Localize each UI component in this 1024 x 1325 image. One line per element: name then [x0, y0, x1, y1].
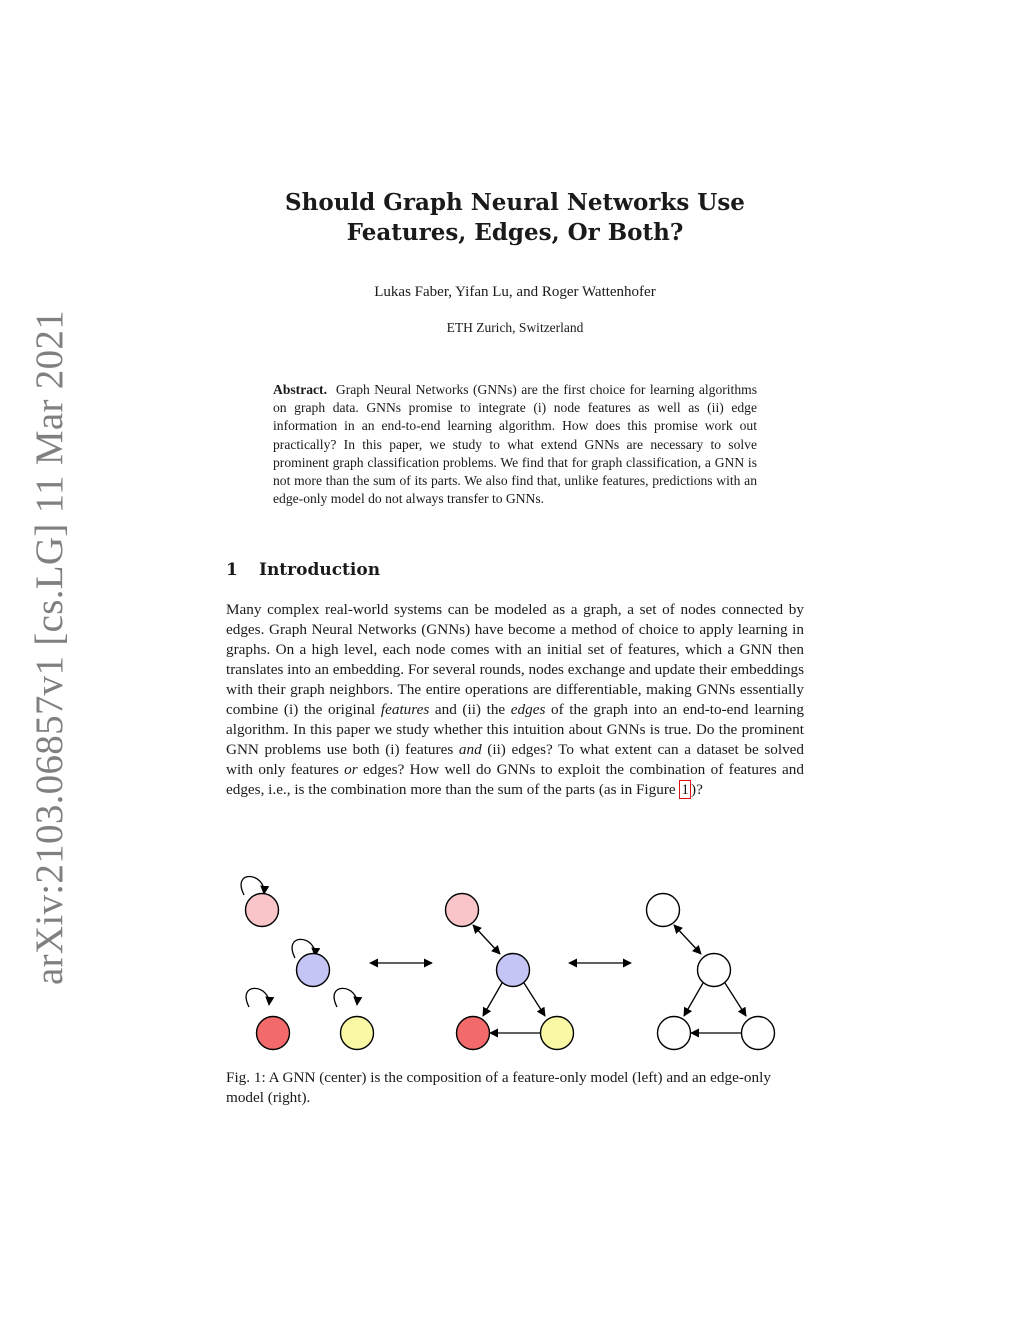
abstract-text: Graph Neural Networks (GNNs) are the first choice for learning algorithms on graph data. GNNs promise to integrate (i) node features as well as (ii) edge information in an end-to-end learning algorithm. How does this promise work out practically? In this paper, we study to what extend GNNs are necessary to solve prominent graph classification problems. We find that for graph classification, a GNN is not more than the sum of its parts. We also find that, unlike features, predictions with an edge-only model do not always transfer to GNNs. [273, 382, 757, 507]
abstract [273, 381, 757, 508]
gnn-model [446, 894, 574, 1050]
abstract-label: Abstract. [273, 382, 327, 397]
title-line-1: Should Graph Neural Networks Use [285, 189, 745, 216]
intro-paragraph [226, 600, 804, 800]
section-number: 1 [226, 560, 238, 580]
figure-1-link[interactable]: 1 [681, 781, 690, 798]
intro-text-3: of the graph into an end-to-end learning algorithm. In this paper we study whether this intuition about GNNs is true. Do the prominent GNN problems use both (i) features [226, 701, 804, 758]
edge-arrow [725, 983, 746, 1016]
edge-arrow [684, 983, 703, 1016]
arxiv-id-text: arXiv:2103.06857v1 [cs.LG] 11 Mar 2021 [27, 309, 71, 985]
paper-title [226, 188, 804, 248]
edge-arrow [473, 925, 500, 954]
intro-text-6: )? [691, 781, 703, 798]
intro-em-features: features [380, 701, 430, 718]
node-pink-center [446, 894, 479, 927]
intro-em-and: and [458, 741, 482, 758]
node-white-middle [698, 954, 731, 987]
intro-text-5: edges? How well do GNNs to exploit the combination of features and edges, i.e., is the combination more than the sum of the parts (as in Figure [226, 761, 804, 798]
figure-caption: Fig. 1: A GNN (center) is the composition of a feature-only model (left) and an edge-only model (right). [226, 1069, 771, 1106]
authors: Lukas Faber, Yifan Lu, and Roger Wattenhofer [374, 284, 656, 300]
intro-em-edges: edges [510, 701, 546, 718]
node-red-center [457, 1017, 490, 1050]
edge-only-model [647, 894, 775, 1050]
section-heading [226, 560, 380, 580]
node-yellow-center [541, 1017, 574, 1050]
intro-text-2: and (ii) the [429, 701, 511, 718]
intro-em-or: or [344, 761, 358, 778]
node-blue-center [497, 954, 530, 987]
edge-arrow [674, 925, 701, 954]
intro-text-1: Many complex real-world systems can be modeled as a graph, a set of nodes connected by edges. Graph Neural Networks (GNNs) have become a method of choice to apply learning in graphs. On a high level, each node comes with an initial set of features, which a GNN then translates into an embedding. For several rounds, nodes exchange and update their embeddings with their graph neighbors. The entire operations are differentiable, making GNNs essentially combine (i) the original [226, 601, 804, 718]
node-white-top [647, 894, 680, 927]
node-red-left [257, 1017, 290, 1050]
section-title: Introduction [259, 560, 381, 580]
node-blue-left [297, 954, 330, 987]
title-line-2: Features, Edges, Or Both? [346, 219, 684, 246]
node-yellow-left [341, 1017, 374, 1050]
self-loop-arrow [241, 876, 264, 895]
edge-arrow [524, 983, 545, 1016]
node-white-bottom-right [742, 1017, 775, 1050]
edge-arrow [483, 983, 502, 1016]
figure-1 [226, 870, 804, 1055]
arxiv-identifier [24, 309, 74, 985]
self-loop-arrow [246, 988, 269, 1007]
intro-text-4: (ii) edges? To what extent can a dataset be solved with only features [226, 741, 804, 778]
affiliation: ETH Zurich, Switzerland [446, 320, 584, 335]
figure-1-diagram [226, 870, 804, 1055]
node-pink-left [246, 894, 279, 927]
node-white-bottom-left [658, 1017, 691, 1050]
self-loop-arrow [334, 988, 357, 1007]
feature-only-model [241, 876, 373, 1049]
